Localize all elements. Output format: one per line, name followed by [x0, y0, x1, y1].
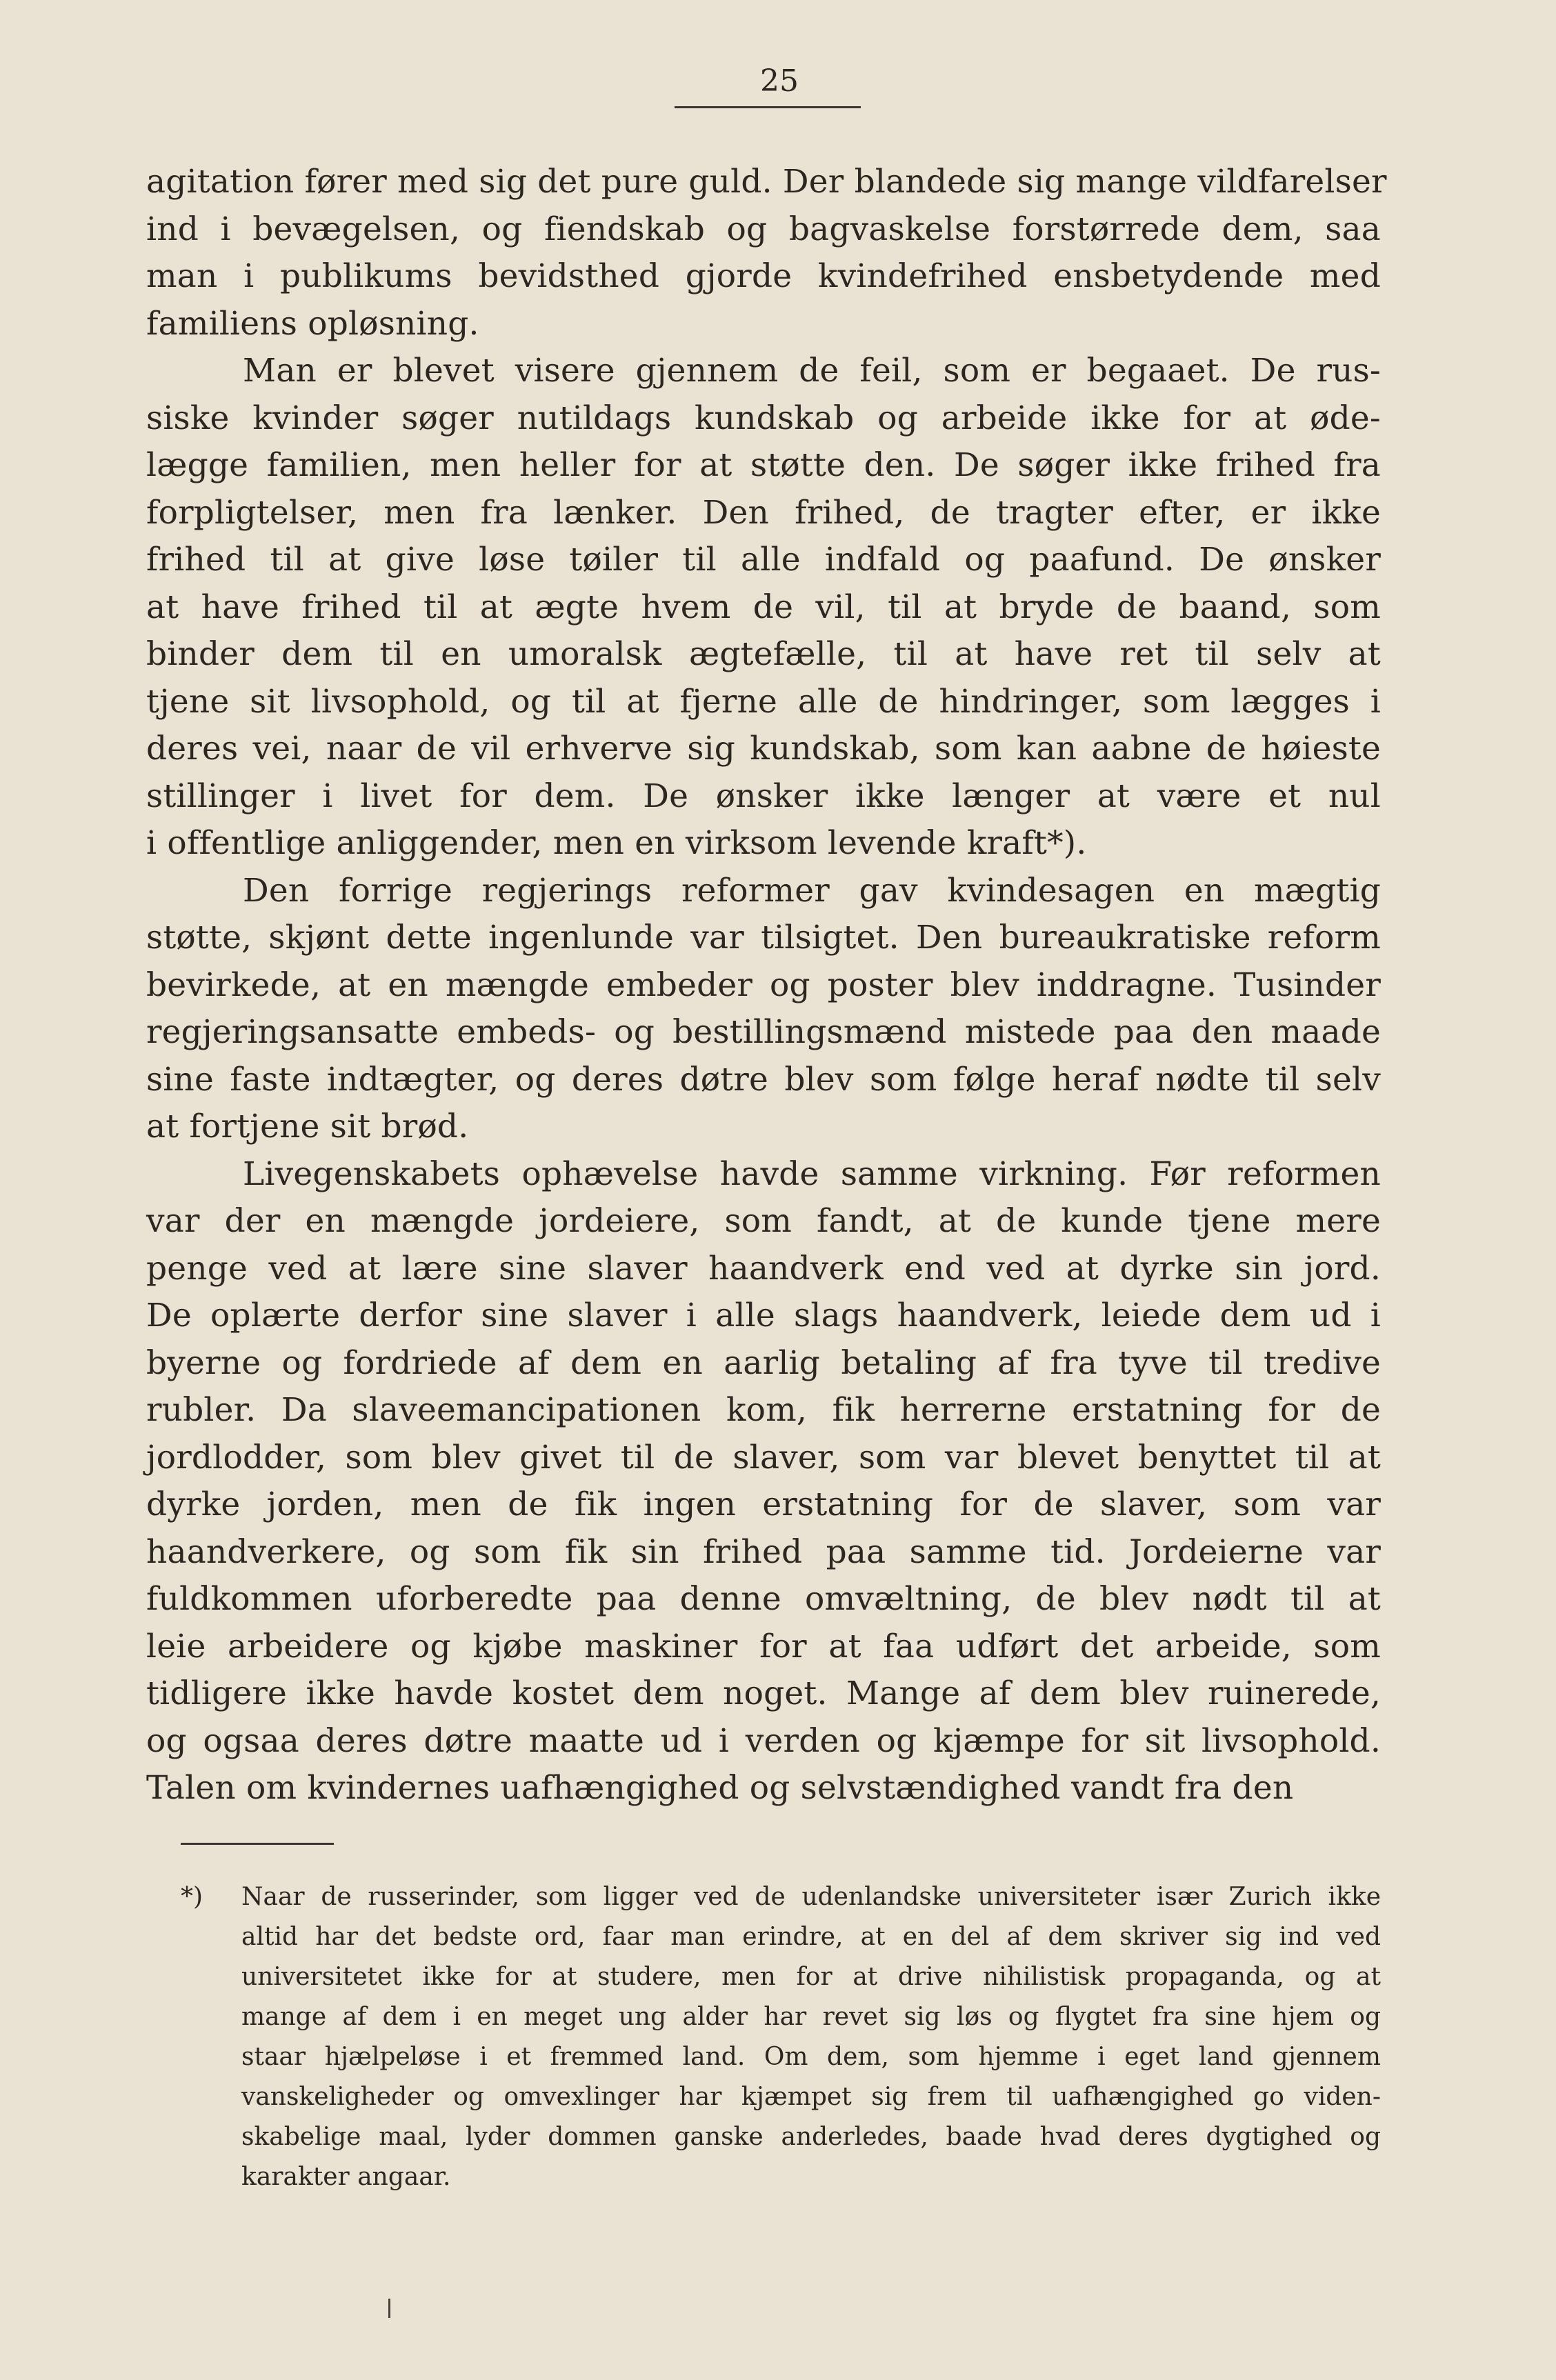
text-line: tjene sit livsophold, og til at fjerne alle de hindringer, som lægges i	[146, 682, 1381, 721]
footnote-line: universitetet ikke for at studere, men for at drive nihilistisk propaganda, og at	[241, 1963, 1381, 1991]
footnote-rule	[181, 1843, 334, 1845]
text-line: man i publikums bevidsthed gjorde kvindefrihed ensbetydende med	[146, 257, 1381, 295]
text-line: Man er blevet visere gjennem de feil, som er begaaet. De rus-	[243, 352, 1381, 390]
footnote-marker: *)	[181, 1883, 203, 1911]
footnote-line: altid har det bedste ord, faar man erindre, at en del af dem skriver sig ind ved	[241, 1923, 1381, 1951]
text-line: tidligere ikke havde kostet dem noget. Mange af dem blev ruinerede,	[146, 1674, 1381, 1712]
text-line: stillinger i livet for dem. De ønsker ikke længer at være et nul	[146, 777, 1381, 815]
footnote-line: Naar de russerinder, som ligger ved de udenlandske universiteter især Zurich ikke	[241, 1883, 1381, 1911]
page-number: 25	[760, 63, 799, 99]
paragraph	[146, 868, 1381, 1151]
footnote-line: mange af dem i en meget ung alder har revet sig løs og flygtet fra sine hjem og	[241, 2003, 1381, 2031]
text-line: fuldkommen uforberedte paa denne omvæltning, de blev nødt til at	[146, 1580, 1381, 1618]
text-line: sine faste indtægter, og deres døtre blev som følge heraf nødte til selv	[146, 1060, 1381, 1099]
text-line: familiens opløsning.	[146, 304, 479, 343]
text-line: støtte, skjønt dette ingenlunde var tilsigtet. Den bureaukratiske reform	[146, 919, 1381, 957]
paragraph	[146, 159, 1387, 348]
text-line: lægge familien, men heller for at støtte den. De søger ikke frihed fra	[146, 446, 1381, 484]
text-line: regjeringsansatte embeds- og bestillingsmænd mistede paa den maade	[146, 1013, 1381, 1051]
text-line: siske kvinder søger nutildags kundskab og arbeide ikke for at øde-	[146, 399, 1381, 437]
text-line: ind i bevægelsen, og fiendskab og bagvaskelse forstørrede dem, saa	[146, 210, 1381, 248]
footnote-line: vanskeligheder og omvexlinger har kjæmpet sig frem til uafhængighed go viden-	[241, 2083, 1381, 2111]
page-number-rule	[675, 106, 861, 108]
footnote-line: staar hjælpeløse i et fremmed land. Om dem, som hjemme i eget land gjennem	[241, 2043, 1381, 2071]
footnote-body	[241, 1877, 1381, 2197]
text-line: forpligtelser, men fra lænker. Den frihed, de tragter efter, er ikke	[146, 493, 1381, 532]
text-line: at have frihed til at ægte hvem de vil, til at bryde de baand, som	[146, 588, 1381, 626]
footnote-line: karakter angaar.	[241, 2163, 451, 2191]
text-line: Den forrige regjerings reformer gav kvindesagen en mægtig	[243, 871, 1381, 910]
text-line: Livegenskabets ophævelse havde samme virkning. Før reformen	[243, 1154, 1381, 1193]
text-line: jordlodder, som blev givet til de slaver, som var blevet benyttet til at	[146, 1438, 1381, 1477]
text-line: byerne og fordriede af dem en aarlig betaling af fra tyve til tredive	[146, 1343, 1381, 1382]
main-text	[146, 159, 1387, 1812]
text-line: De oplærte derfor sine slaver i alle slags haandverk, leiede dem ud i	[146, 1297, 1381, 1334]
paragraph	[146, 348, 1381, 868]
footnote-line: skabelige maal, lyder dommen ganske anderledes, baade hvad deres dygtighed og	[241, 2123, 1381, 2151]
text-line: agitation fører med sig det pure guld. Der blandede sig mange vildfarelser	[146, 163, 1387, 201]
text-line: deres vei, naar de vil erhverve sig kundskab, som kan aabne de høieste	[146, 730, 1381, 768]
text-line: leie arbeidere og kjøbe maskiner for at faa udført det arbeide, som	[146, 1627, 1381, 1666]
paragraph	[146, 1151, 1381, 1812]
text-line: i offentlige anliggender, men en virksom levende kraft*).	[146, 824, 1087, 862]
paper-mark	[388, 2299, 390, 2318]
text-line: og ogsaa deres døtre maatte ud i verden og kjæmpe for sit livsophold.	[146, 1721, 1381, 1760]
text-line: at fortjene sit brød.	[146, 1108, 469, 1146]
text-line: rubler. Da slaveemancipationen kom, fik herrerne erstatning for de	[146, 1391, 1381, 1429]
text-line: bevirkede, at en mængde embeder og poster blev inddragne. Tusinder	[146, 966, 1381, 1004]
text-line: var der en mængde jordeiere, som fandt, at de kunde tjene mere	[146, 1202, 1381, 1240]
text-line: binder dem til en umoralsk ægtefælle, til at have ret til selv at	[146, 635, 1381, 673]
text-line: penge ved at lære sine slaver haandverk end ved at dyrke sin jord.	[146, 1249, 1381, 1288]
text-line: Talen om kvindernes uafhængighed og selvstændighed vandt fra den	[146, 1769, 1294, 1807]
text-line: dyrke jorden, men de fik ingen erstatning for de slaver, som var	[146, 1486, 1381, 1523]
text-line: frihed til at give løse tøiler til alle indfald og paafund. De ønsker	[146, 541, 1381, 579]
text-line: haandverkere, og som fik sin frihed paa samme tid. Jordeierne var	[146, 1532, 1381, 1571]
